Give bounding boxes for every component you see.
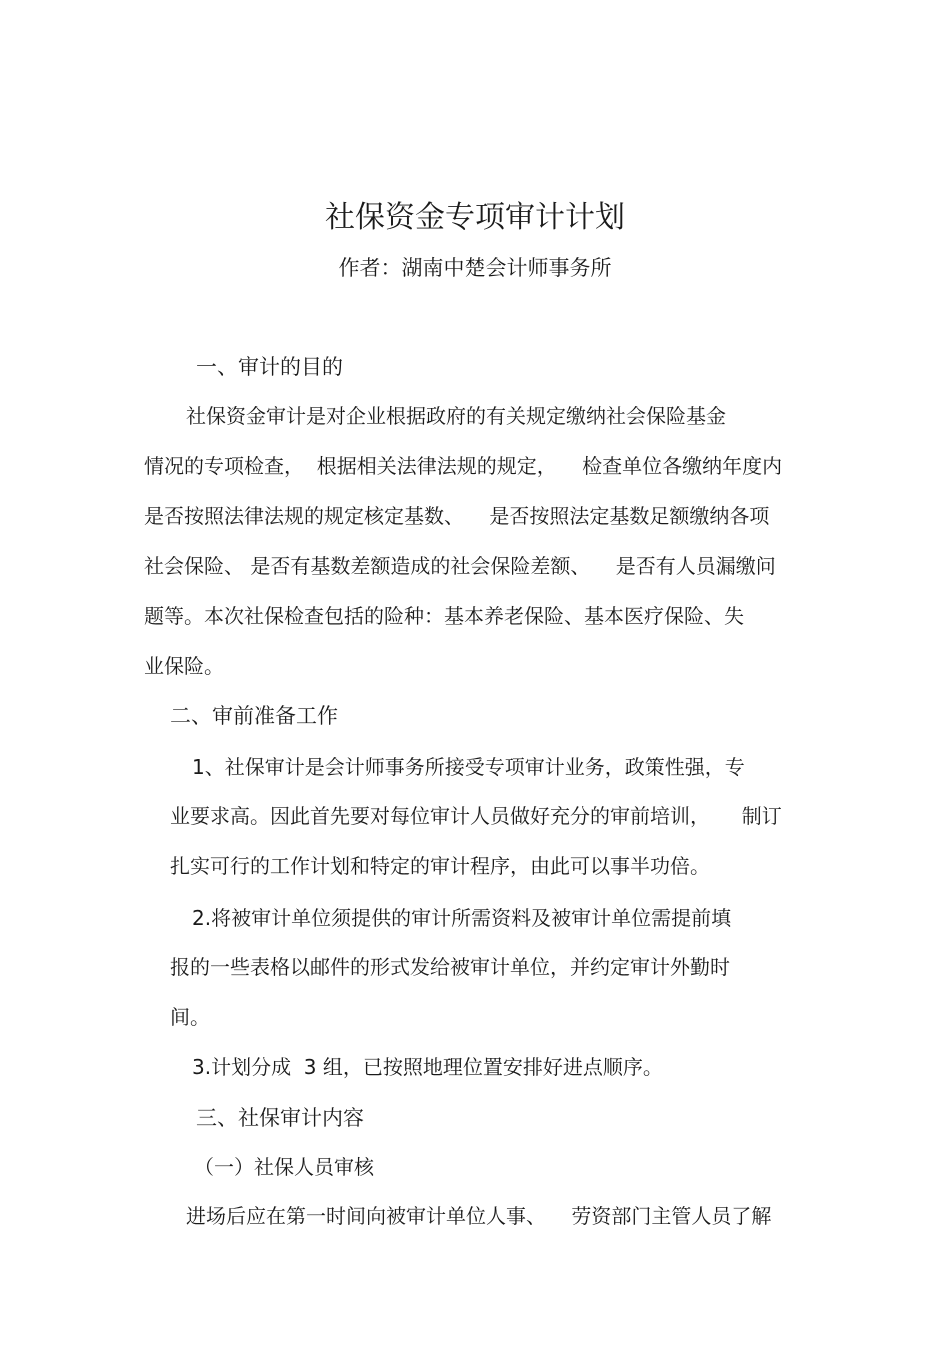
section-3-heading: 三、社保审计内容 <box>196 1106 364 1130</box>
document-author: 作者：湖南中楚会计师事务所 <box>338 256 612 280</box>
paragraph-line: 报的一些表格以邮件的形式发给被审计单位，并约定审计外勤时 <box>170 955 730 979</box>
paragraph-line: 业要求高。因此首先要对每位审计人员做好充分的审前培训， 制订 <box>170 804 782 828</box>
section-3-subheading: （一）社保人员审核 <box>194 1155 374 1179</box>
paragraph-line: 间。 <box>170 1005 210 1029</box>
paragraph-line: 3.计划分成 3 组，已按照地理位置安排好进点顺序。 <box>192 1055 663 1079</box>
paragraph-line: 业保险。 <box>144 654 224 678</box>
section-2-heading: 二、审前准备工作 <box>170 704 338 728</box>
paragraph-line: 进场后应在第一时间向被审计单位人事、 劳资部门主管人员了解 <box>186 1204 772 1228</box>
paragraph-line: 题等。本次社保检查包括的险种：基本养老保险、基本医疗保险、失 <box>144 604 744 628</box>
paragraph-line: 2.将被审计单位须提供的审计所需资料及被审计单位需提前填 <box>192 906 732 930</box>
paragraph-line: 社会保险、 是否有基数差额造成的社会保险差额、 是否有人员漏缴问 <box>144 554 776 578</box>
paragraph-line: 社保资金审计是对企业根据政府的有关规定缴纳社会保险基金 <box>186 404 726 428</box>
paragraph-line: 扎实可行的工作计划和特定的审计程序，由此可以事半功倍。 <box>170 854 710 878</box>
paragraph-line: 1、社保审计是会计师事务所接受专项审计业务，政策性强，专 <box>192 755 745 779</box>
paragraph-line: 是否按照法律法规的规定核定基数、 是否按照法定基数足额缴纳各项 <box>144 504 770 528</box>
document-title: 社保资金专项审计计划 <box>325 200 625 235</box>
paragraph-line: 情况的专项检查， 根据相关法律法规的规定， 检查单位各缴纳年度内 <box>144 454 783 478</box>
section-1-heading: 一、审计的目的 <box>196 355 343 379</box>
